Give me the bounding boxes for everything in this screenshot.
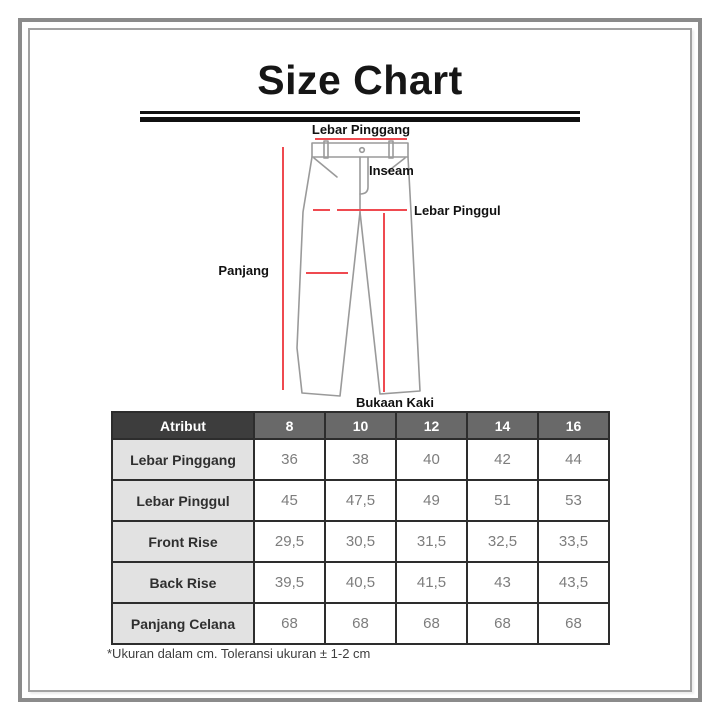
- value-cell: 68: [325, 603, 396, 644]
- value-cell: 47,5: [325, 480, 396, 521]
- pocket-left: [314, 158, 337, 177]
- inseam-label: Inseam: [369, 163, 414, 178]
- value-cell: 43,5: [538, 562, 609, 603]
- value-cell: 45: [254, 480, 325, 521]
- table-row: [112, 521, 609, 562]
- leg-opening-label: Bukaan Kaki: [355, 395, 435, 410]
- table-row: [112, 439, 609, 480]
- value-cell: 44: [538, 439, 609, 480]
- size-header-cell: 12: [396, 412, 467, 439]
- length-label: Panjang: [218, 263, 269, 278]
- table-row: [112, 603, 609, 644]
- value-cell: 42: [467, 439, 538, 480]
- waist-button: [360, 148, 365, 153]
- row-label: Front Rise: [112, 521, 254, 562]
- size-header-cell: 14: [467, 412, 538, 439]
- size-table-header-row: [112, 412, 609, 439]
- size-header-cell: 10: [325, 412, 396, 439]
- value-cell: 49: [396, 480, 467, 521]
- size-tolerance-footnote: *Ukuran dalam cm. Toleransi ukuran ± 1-2 cm: [107, 646, 371, 661]
- value-cell: 68: [467, 603, 538, 644]
- value-cell: 30,5: [325, 521, 396, 562]
- value-cell: 51: [467, 480, 538, 521]
- value-cell: 68: [538, 603, 609, 644]
- value-cell: 68: [396, 603, 467, 644]
- size-table-container: [111, 411, 610, 645]
- value-cell: 31,5: [396, 521, 467, 562]
- row-label: Lebar Pinggul: [112, 480, 254, 521]
- value-cell: 68: [254, 603, 325, 644]
- value-cell: 39,5: [254, 562, 325, 603]
- value-cell: 38: [325, 439, 396, 480]
- size-table: [111, 411, 610, 645]
- pants-right-leg: [360, 157, 420, 394]
- value-cell: 41,5: [396, 562, 467, 603]
- value-cell: 29,5: [254, 521, 325, 562]
- row-label: Lebar Pinggang: [112, 439, 254, 480]
- fly-curve: [360, 157, 368, 194]
- attribute-header-cell: Atribut: [112, 412, 254, 439]
- value-cell: 40,5: [325, 562, 396, 603]
- value-cell: 32,5: [467, 521, 538, 562]
- waist-label: Lebar Pinggang: [311, 122, 411, 137]
- value-cell: 40: [396, 439, 467, 480]
- value-cell: 33,5: [538, 521, 609, 562]
- size-header-cell: 16: [538, 412, 609, 439]
- table-row: [112, 562, 609, 603]
- row-label: Panjang Celana: [112, 603, 254, 644]
- value-cell: 43: [467, 562, 538, 603]
- value-cell: 53: [538, 480, 609, 521]
- hip-label: Lebar Pinggul: [414, 203, 501, 218]
- value-cell: 36: [254, 439, 325, 480]
- size-header-cell: 8: [254, 412, 325, 439]
- table-row: [112, 480, 609, 521]
- page-title: Size Chart: [257, 57, 463, 103]
- row-label: Back Rise: [112, 562, 254, 603]
- pants-left-leg: [297, 157, 360, 396]
